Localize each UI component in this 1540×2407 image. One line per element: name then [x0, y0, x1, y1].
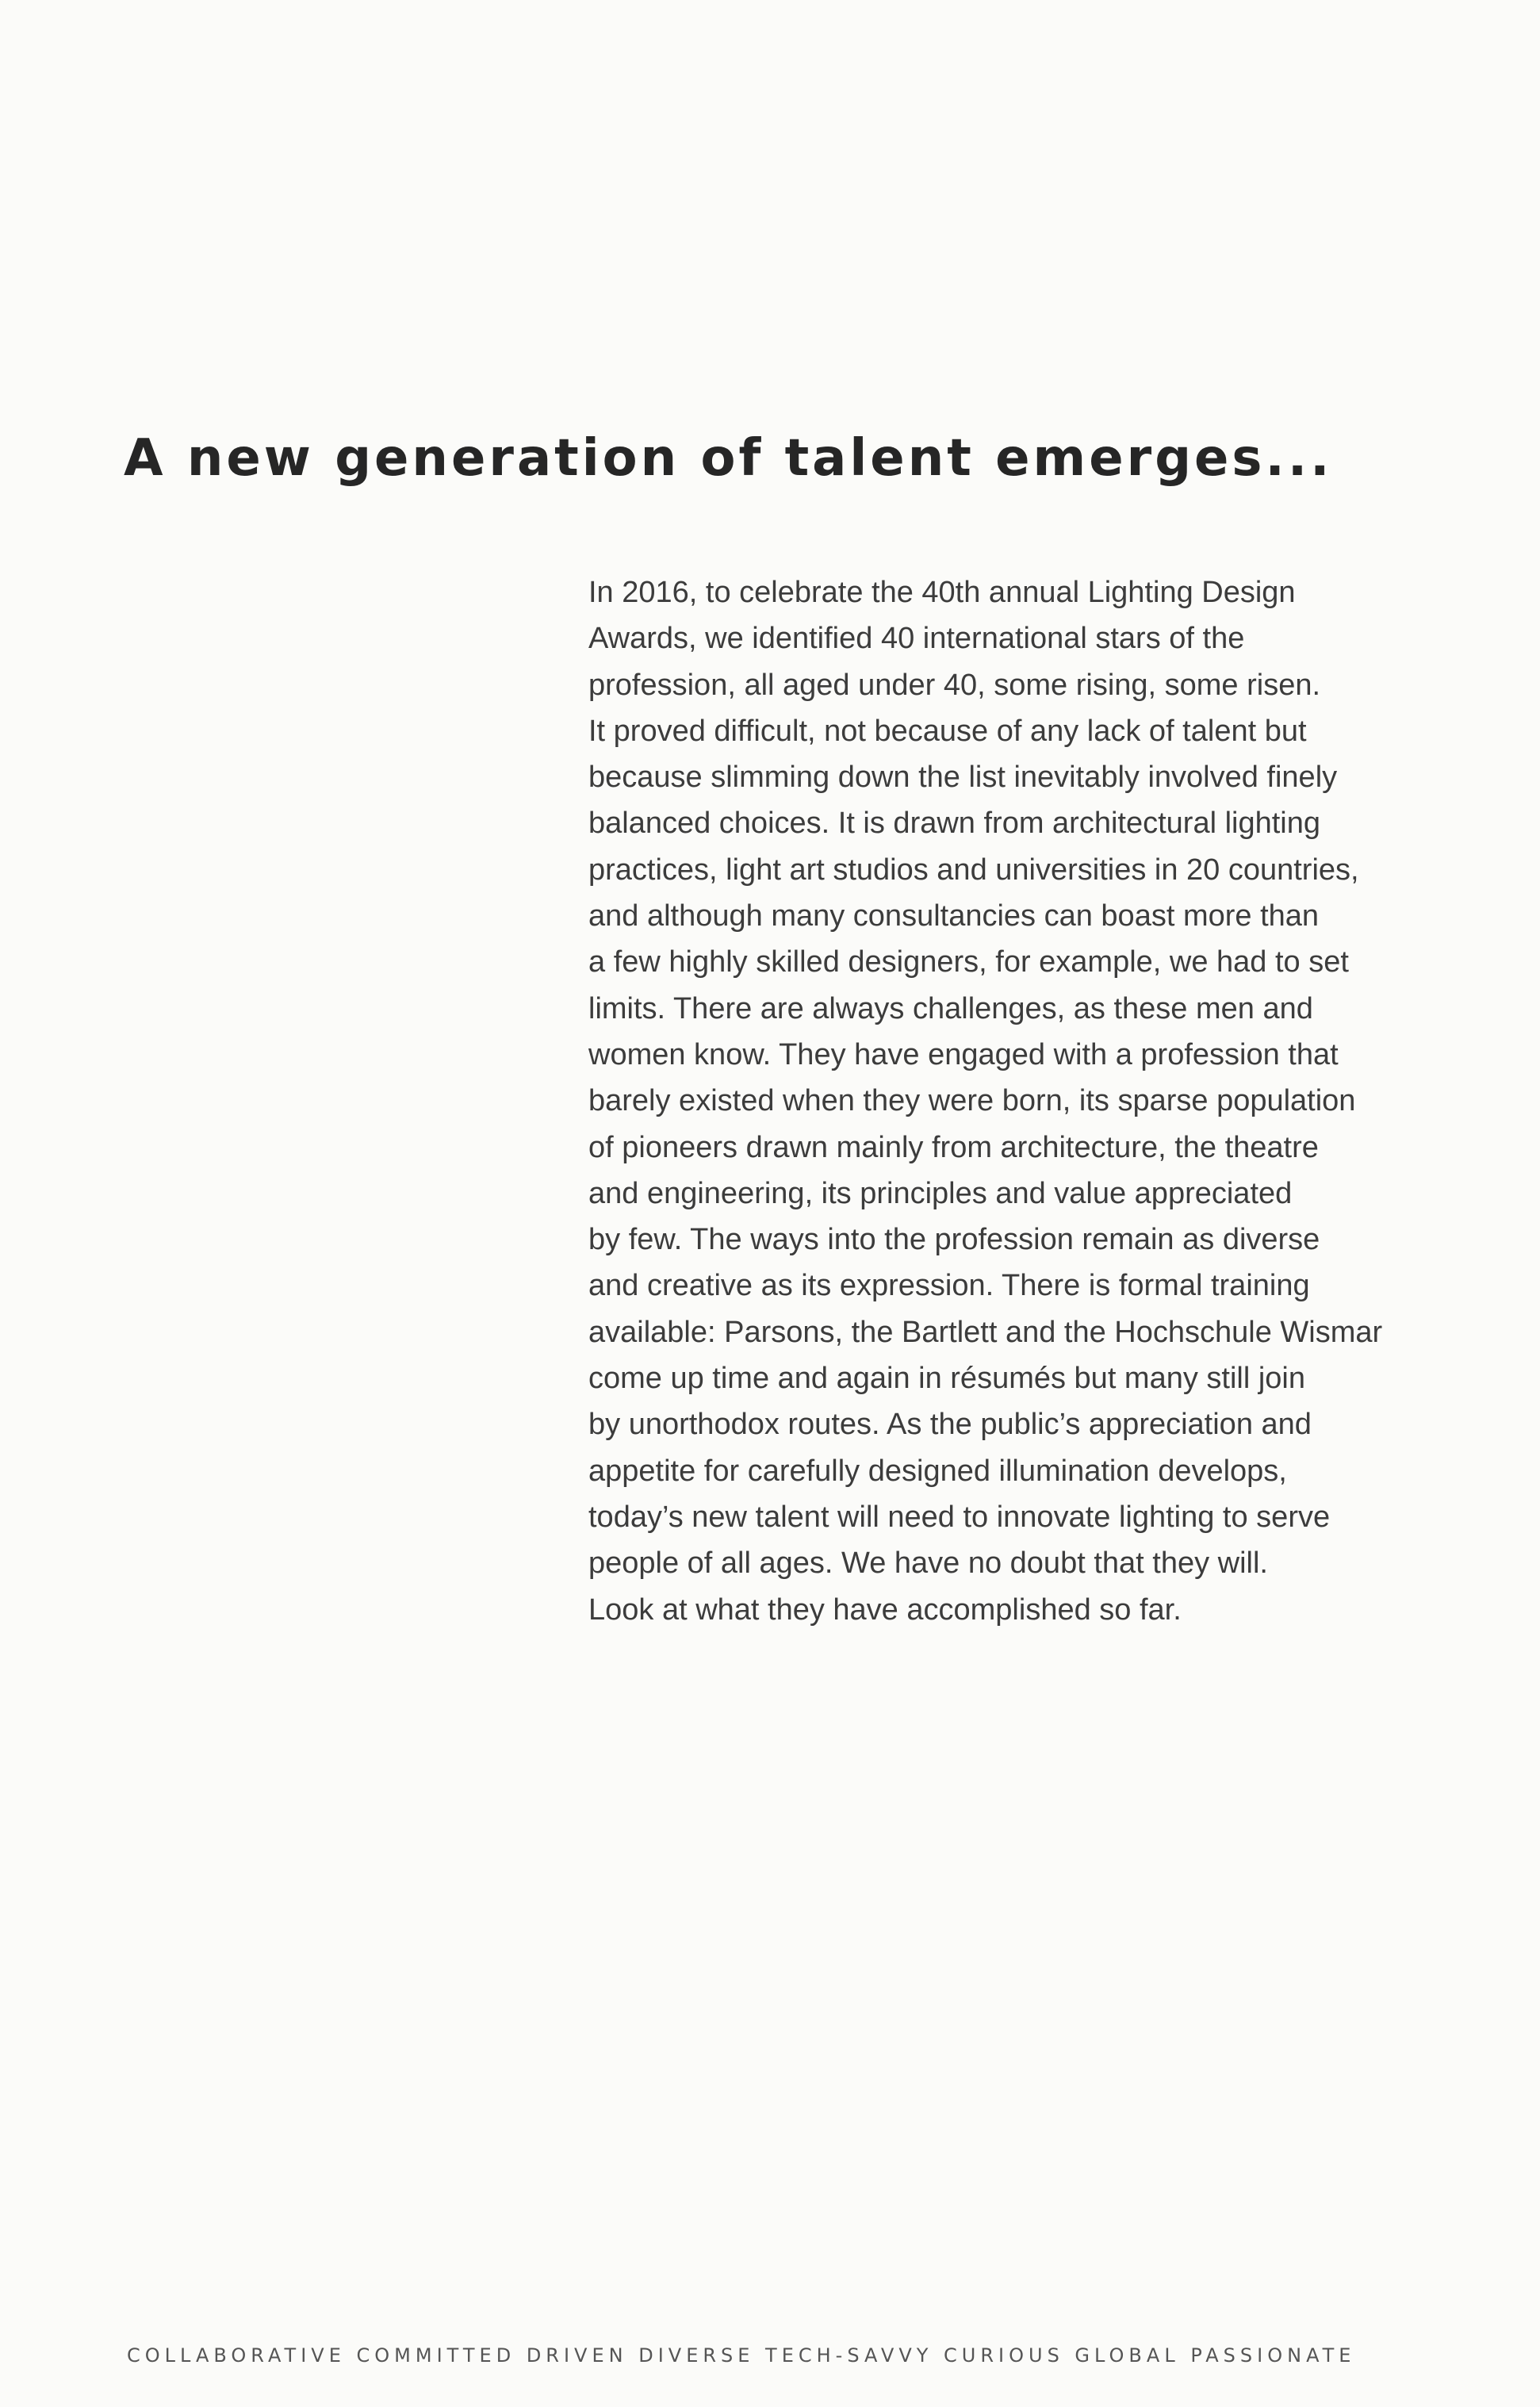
body-line: and creative as its expression. There is formal training [588, 1269, 1310, 1303]
body-line: by few. The ways into the profession remain as diverse [588, 1223, 1320, 1257]
body-line: limits. There are always challenges, as these men and [588, 991, 1313, 1025]
footer-keywords: COLLABORATIVE COMMITTED DRIVEN DIVERSE TECH-SAVVY CURIOUS GLOBAL PASSIONATE [127, 2344, 1356, 2367]
body-line: profession, all aged under 40, some rising, some risen. [588, 668, 1321, 702]
body-line: available: Parsons, the Bartlett and the Hochschule Wismar [588, 1315, 1383, 1349]
body-line: come up time and again in résumés but many still join [588, 1362, 1306, 1396]
body-line: It proved difficult, not because of any lack of talent but [588, 714, 1307, 748]
body-line: and engineering, its principles and value appreciated [588, 1176, 1293, 1210]
body-line: a few highly skilled designers, for example, we had to set [588, 945, 1349, 979]
body-line: balanced choices. It is drawn from architectural lighting [588, 807, 1321, 841]
body-line: by unorthodox routes. As the public’s appreciation and [588, 1408, 1312, 1442]
body-paragraph [588, 569, 1461, 1633]
body-line: because slimming down the list inevitably involved finely [588, 761, 1338, 795]
body-line: barely existed when they were born, its sparse population [588, 1084, 1356, 1118]
body-line: appetite for carefully designed illumination develops, [588, 1454, 1287, 1488]
body-line: today’s new talent will need to innovate lighting to serve [588, 1500, 1331, 1534]
page-title: A new generation of talent emerges... [124, 429, 1333, 488]
body-line: people of all ages. We have no doubt that they will. [588, 1547, 1268, 1581]
body-line: of pioneers drawn mainly from architecture, the theatre [588, 1130, 1319, 1164]
body-line: and although many consultancies can boast more than [588, 899, 1320, 933]
body-line: Awards, we identified 40 international stars of the [588, 622, 1245, 656]
body-line: In 2016, to celebrate the 40th annual Lighting Design [588, 576, 1296, 609]
body-line: Look at what they have accomplished so far. [588, 1593, 1182, 1627]
body-line: women know. They have engaged with a profession that [588, 1037, 1339, 1071]
body-line: practices, light art studios and universities in 20 countries, [588, 853, 1359, 887]
